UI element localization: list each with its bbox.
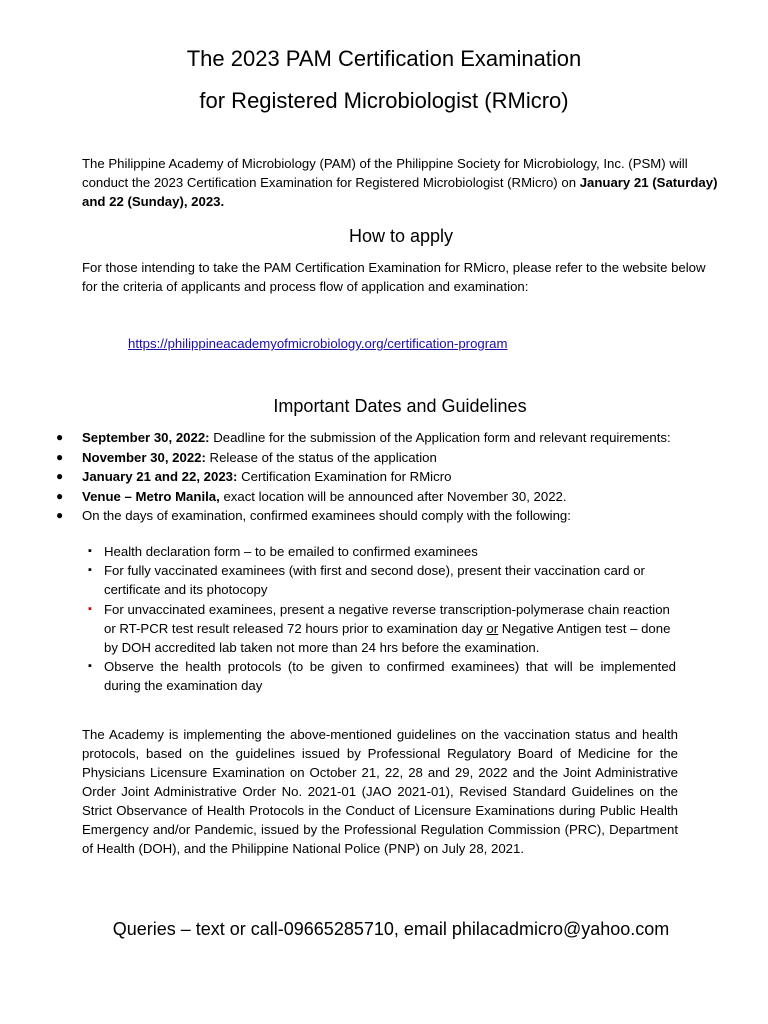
how-to-apply-heading: How to apply (348, 226, 454, 246)
important-dates-heading: Important Dates and Guidelines (273, 396, 527, 416)
how-to-apply-text: For those intending to take the PAM Certification Examination for RMicro, please refer to the website below for the criteria of applicants and process flow of application and examination: (82, 260, 706, 294)
queries-contact-line: Queries – text or call-09665285710, email philacadmicro@yahoo.com (112, 919, 670, 939)
date-text: Release of the status of the application (205, 449, 437, 465)
bullet-icon: ● (56, 508, 64, 522)
list-item (86, 657, 676, 695)
date-label: November 30, 2022: (82, 449, 206, 465)
guideline-text: For fully vaccinated examinees (with first and second dose), present their vaccination card or certificate and its photocopy (104, 563, 645, 598)
bullet-icon: ● (56, 430, 64, 444)
list-item (0, 487, 768, 507)
list-item (0, 428, 768, 448)
square-bullet-icon: ▪ (88, 660, 92, 673)
venue-label: Venue – Metro Manila, (82, 488, 220, 504)
red-square-bullet-icon: ▪ (88, 602, 92, 615)
date-label: September 30, 2022: (82, 430, 210, 445)
intro-paragraph (82, 154, 722, 211)
page-title-line-1: The 2023 PAM Certification Examination (186, 46, 582, 71)
square-bullet-icon: ▪ (88, 564, 92, 577)
underlined-or: or (486, 620, 499, 636)
exam-day-text: On the days of examination, confirmed examinees should comply with the following: (82, 508, 571, 523)
important-dates-list (0, 428, 768, 526)
bullet-icon: ● (56, 449, 64, 464)
list-item (86, 600, 676, 658)
guideline-text: Health declaration form – to be emailed to confirmed examinees (104, 544, 478, 559)
guideline-text: For unvaccinated examinees, present a negative reverse transcription-polymerase chain reaction or RT-PCR test result released 72 hours prior to examination day (104, 601, 670, 636)
guideline-text: Observe the health protocols (to be given to confirmed examinees) that will be implemented during the examination day (104, 659, 676, 694)
page-title-line-2: for Registered Microbiologist (RMicro) (199, 88, 569, 113)
date-label: January 21 and 22, 2023: (82, 469, 238, 484)
certification-program-link[interactable]: https://philippineacademyofmicrobiology.org/certification-program (128, 336, 508, 351)
list-item (86, 561, 676, 599)
examination-guidelines-list (86, 542, 676, 696)
list-item (0, 506, 768, 526)
square-bullet-icon: ▪ (88, 545, 92, 557)
date-text: Deadline for the submission of the Application form and relevant requirements: (209, 430, 671, 445)
guideline-text-continued: Negative Antigen test – done by DOH accredited lab taken not more than 24 hrs before the examination. (104, 620, 671, 656)
exam-dates-bold: January 21 (Saturday) and 22 (Sunday), 2023. (82, 175, 718, 209)
list-item (0, 467, 768, 487)
date-text: Certification Examination for RMicro (237, 469, 452, 484)
intro-text: The Philippine Academy of Microbiology (PAM) of the Philippine Society for Microbiology, Inc. (PSM) will conduct the 2023 Certification Examination for Registered Microbiologist (RMicro) on (82, 156, 688, 190)
bullet-icon: ● (56, 469, 64, 483)
closing-paragraph: The Academy is implementing the above-mentioned guidelines on the vaccination status and health protocols, based on the guidelines issued by Professional Regulatory Board of Medicine for the Physicians Licensure Examination on October 21, 22, 28 and 29, 2022 and the Joint Administrative Order Joint Administrative Order No. 2021-01 (JAO 2021-01), Revised Standard Guidelines on the Strict Observance of Health Protocols in the Conduct of Licensure Examinations during Public Health Emergency and/or Pandemic, issued by the Professional Regulation Commission (PRC), Department of Health (DOH), and the Philippine National Police (PNP) on July 28, 2021. (82, 727, 678, 856)
bullet-icon: ● (56, 488, 64, 503)
list-item (86, 542, 676, 561)
list-item (0, 448, 768, 468)
venue-text: exact location will be announced after November 30, 2022. (219, 488, 567, 504)
